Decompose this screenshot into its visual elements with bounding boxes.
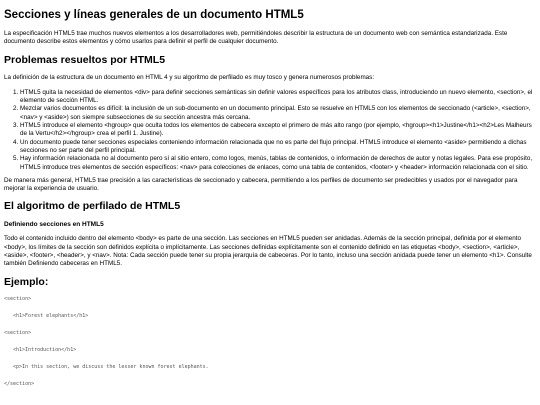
list-item: 3. HTML5 introduce el elemento <hgroup> que oculta todos los elementos de cabecera excepto el primero de más alto rango (por ejemplo, <hgroup><h1>Justine</h1><h2>Les Malheurs de la Vertu</h2></hgroup> crea el perfil 1. Justine).: [20, 122, 536, 139]
code-line: <h1>Forest elephants</h1>: [13, 312, 89, 319]
algorithm-subheading: Definiendo secciones en HTML5: [4, 221, 104, 229]
code-line: <h1>Introduction</h1>: [13, 346, 77, 353]
intro-paragraph: La especificación HTML5 trae muchos nuevos elementos a los desarrolladores web, permitiéndoles describir la estructura de un documento web con semántica estandarizada. Este documento describe estos elementos y cómo usarlos para definir el perfil de cualquier documento.: [4, 30, 508, 46]
problems-closing: De manera más general, HTML5 trae precisión a las características de seccionado y cabecera, permitiendo a los perfiles de documento ser predecibles y usados por el navegador para mejorar la experiencia de usuario.: [4, 176, 518, 193]
code-line: <section>: [4, 295, 32, 302]
problems-lead: La definición de la estructura de un documento en HTML 4 y su algoritmo de perfilado es muy tosco y genera numerosos problemas:: [4, 73, 375, 81]
page-title: Secciones y líneas generales de un documento HTML5: [4, 9, 304, 21]
algorithm-heading: El algoritmo de perfilado de HTML5: [4, 200, 181, 213]
code-line: <section>: [4, 329, 32, 336]
code-line: <p>In this section, we discuss the lesser known forest elephants.: [13, 363, 209, 370]
code-example: [4, 296, 536, 388]
example-heading: Ejemplo:: [4, 275, 49, 288]
list-item: 1. HTML5 quita la necesidad de elementos <div> para definir secciones semánticas sin definir valores específicos para los atributos class, introduciendo un nuevo elemento, <section>, el elemento de sección HTML.: [20, 89, 536, 106]
code-line: </section>: [4, 380, 35, 387]
list-item: 5. Hay información relacionada no al documento pero sí al sitio entero, como logos, menús, tablas de contenidos, o información de derechos de autor y notas legales. Para ese propósito, HTML5 introduce tres elementos de sección específicos: <nav> para colecciones de enlaces, como una tabla de contenidos, <footer> y <header> información relacionada con el sitio.: [20, 155, 536, 172]
list-item: 4. Un documento puede tener secciones especiales conteniendo información relacionada que no es parte del flujo principal. HTML5 introduce el elemento <aside> permitiendo a dichas secciones no ser parte del perfil principal.: [20, 139, 536, 156]
list-item: 2. Mezclar varios documentos es difícil: la inclusión de un sub-documento en un documento principal. Esto se resuelve en HTML5 con los elementos de seccionado (<article>, <section>, <nav> y <aside>) son siempre subsecciones de su sección ancestra más cercana.: [20, 105, 536, 122]
algorithm-body: Todo el contenido incluido dentro del elemento <body> es parte de una sección. Las secciones en HTML5 pueden ser anidadas. Además de la sección principal, definida por el elemento <body>, los límites de la sección son definidos explícita o implícitamente. Las secciones definidas explícitamente son el contenido definido en las etiquetas <body>, <section>, <article>, <aside>, <footer>, <header>, y <nav>. Nota: Cada sección puede tener su propia jerarquía de cabeceras. Por lo tanto, incluso una sección anidada puede tener un elemento <h1>. Consulte también Definiendo cabeceras en HTML5.: [4, 235, 532, 268]
problems-heading: Problemas resueltos por HTML5: [4, 53, 166, 66]
problems-list: [4, 89, 536, 172]
